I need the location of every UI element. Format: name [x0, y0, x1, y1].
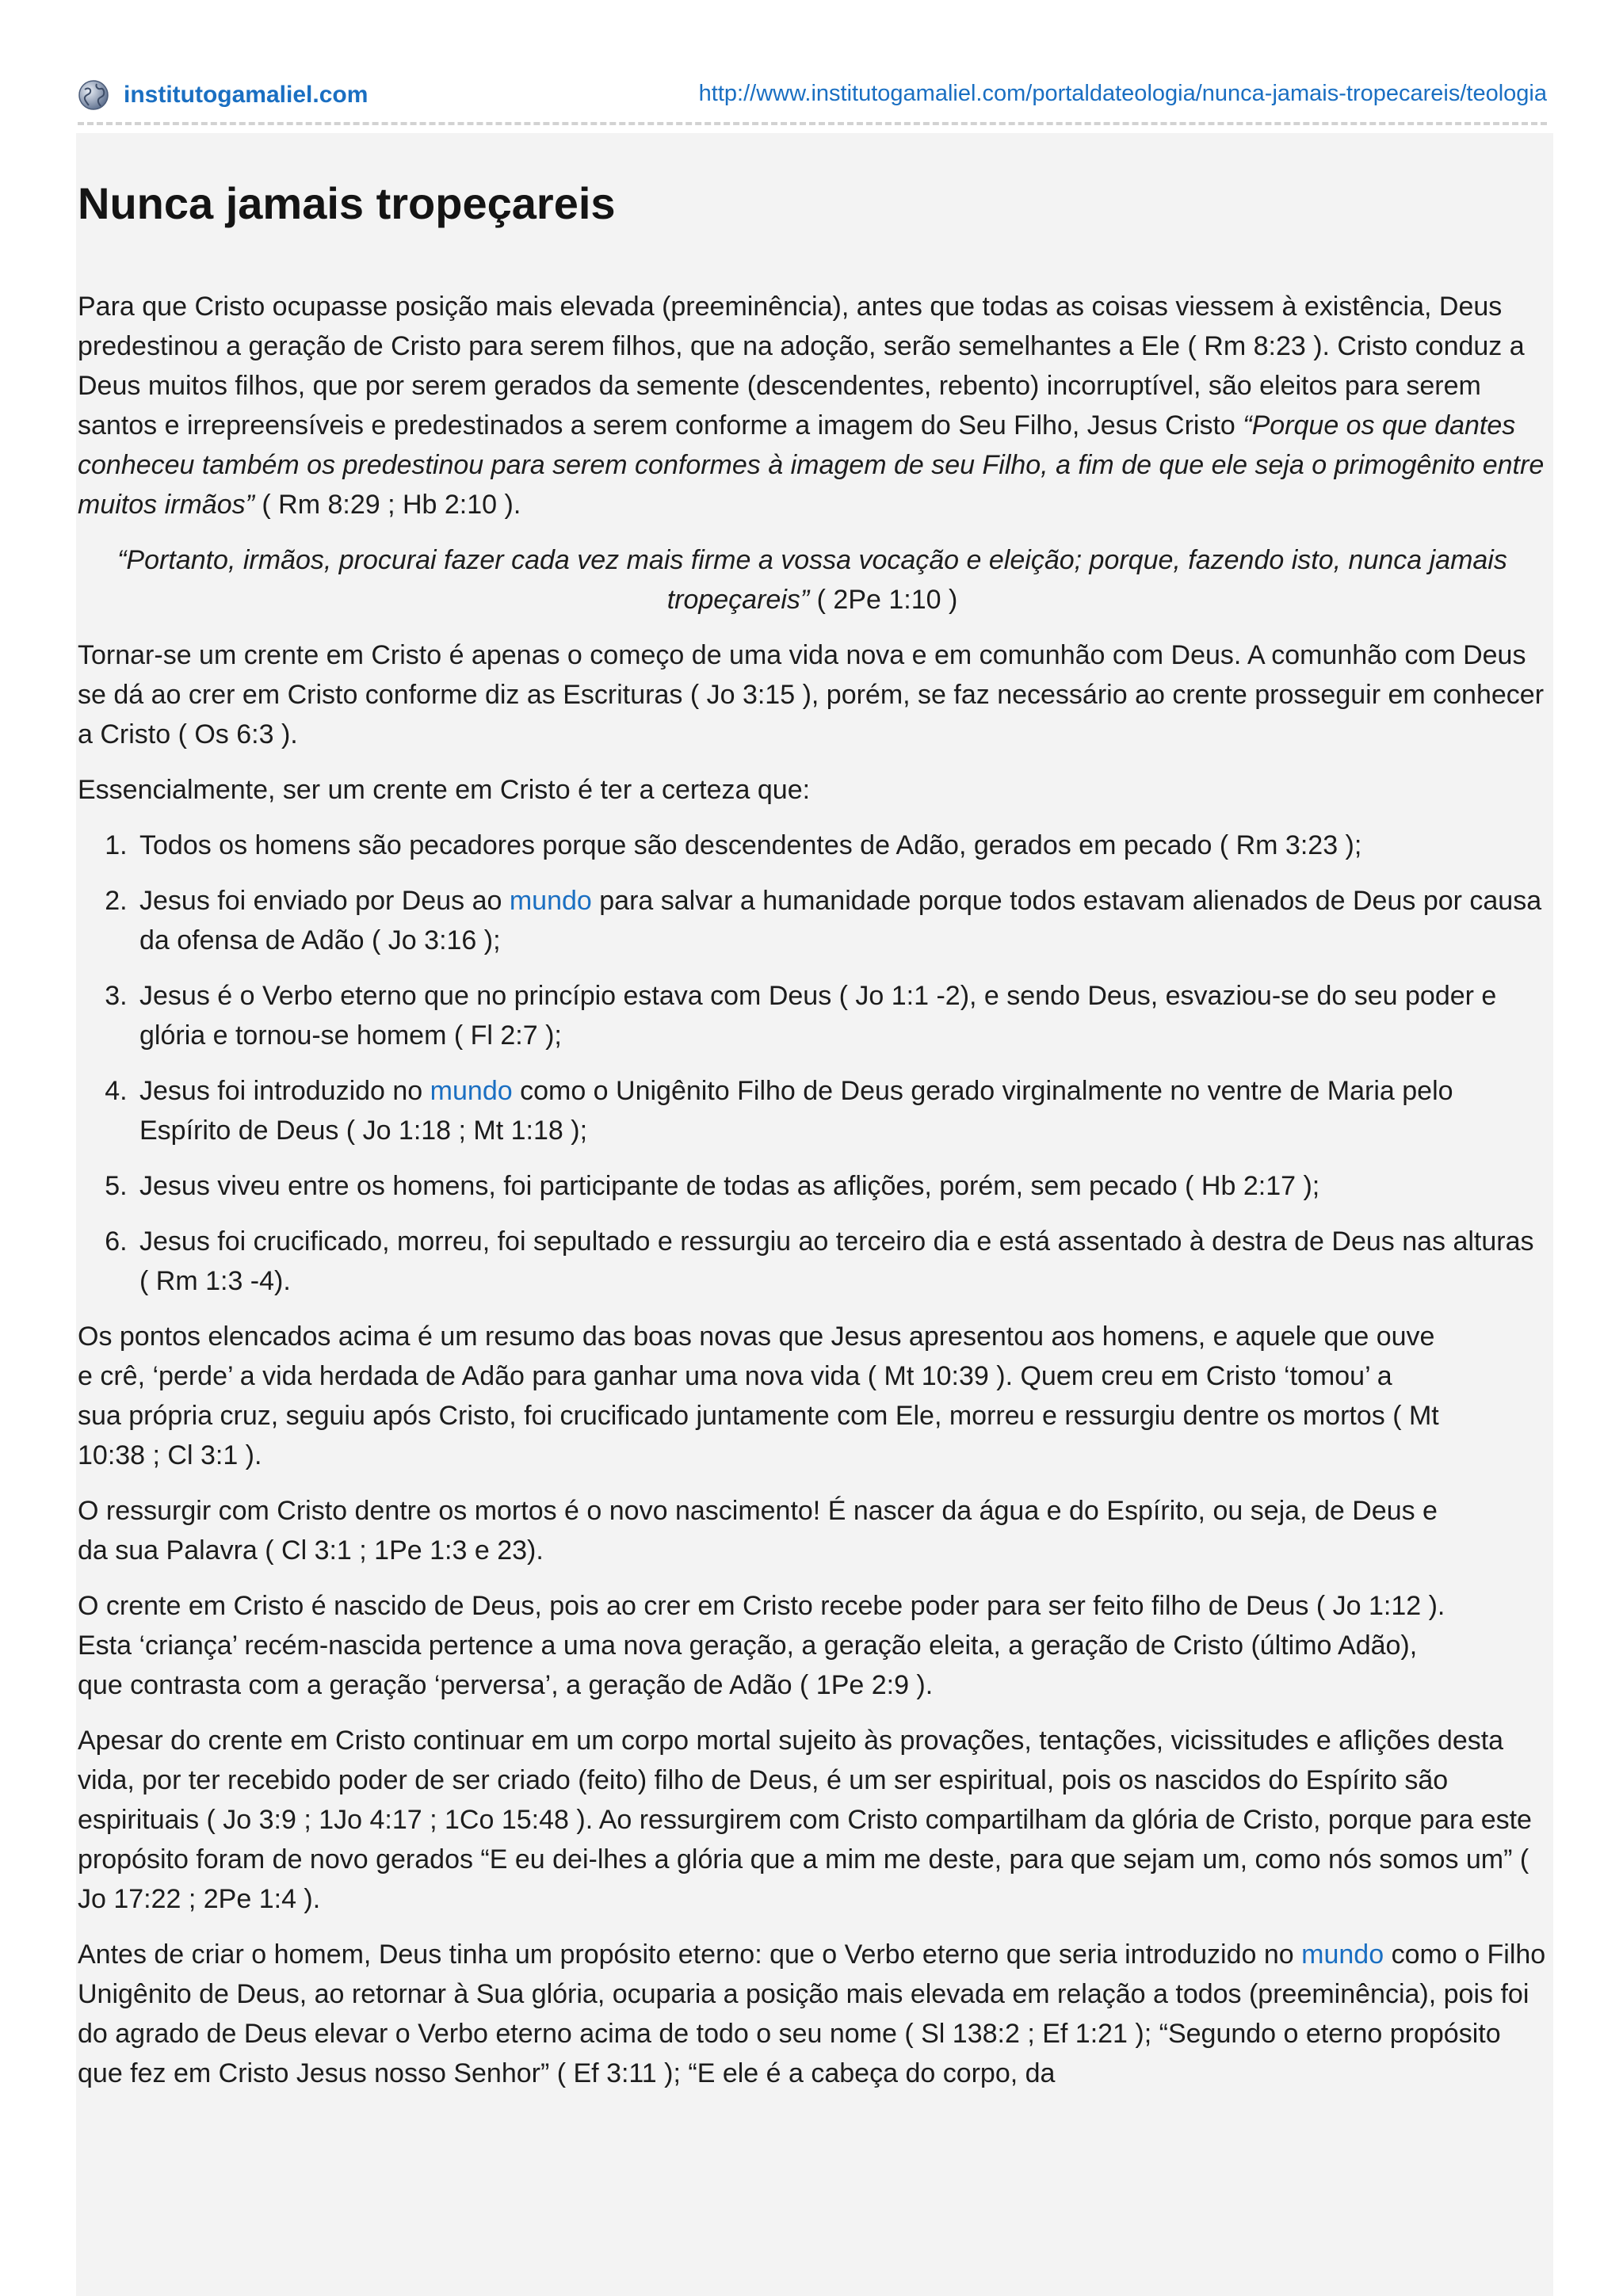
- list-item: [135, 1071, 1547, 1150]
- page-header: [78, 74, 1547, 116]
- mundo-link[interactable]: mundo: [509, 886, 592, 916]
- paragraph-6: [78, 1586, 1547, 1705]
- globe-icon: [78, 79, 109, 111]
- site-link[interactable]: [78, 79, 368, 111]
- paragraph-1: [78, 287, 1547, 524]
- block-quote-ref: ( 2Pe 1:10 ): [809, 585, 958, 615]
- paragraph-4-line: 10:38 ; Cl 3:1 ).: [78, 1440, 262, 1470]
- paragraph-4-line: sua própria cruz, seguiu após Cristo, foi crucificado juntamente com Ele, morreu e ressurgiu dentre os mortos ( Mt: [78, 1401, 1439, 1431]
- paragraph-5: [78, 1491, 1547, 1570]
- mundo-link[interactable]: mundo: [430, 1076, 513, 1106]
- paragraph-3: Essencialmente, ser um crente em Cristo é ter a certeza que:: [78, 775, 811, 805]
- paragraph-2: Tornar-se um crente em Cristo é apenas o começo de uma vida nova e em comunhão com Deus. A comunhão com Deus se dá ao crer em Cristo conforme diz as Escrituras ( Jo 3:15 ), porém, se faz necessário ao crente prosseguir em conhecer a Cristo ( Os 6:3 ).: [78, 640, 1545, 749]
- paragraph-8-text: Antes de criar o homem, Deus tinha um propósito eterno: que o Verbo eterno que seria introduzido no: [78, 1939, 1302, 1970]
- list-item-text: para salvar a humanidade porque todos estavam alienados de Deus por causa da ofensa de Adão ( Jo 3:16 );: [139, 886, 1542, 955]
- list-item: 6. Jesus foi crucificado, morreu, foi sepultado e ressurgiu ao terceiro dia e está assentado à destra de Deus nas alturas ( Rm 1:3 -4).: [135, 1222, 1547, 1301]
- belief-list: [78, 826, 1547, 1301]
- paragraph-8: [78, 1935, 1547, 2093]
- paragraph-5-line: O ressurgir com Cristo dentre os mortos é o novo nascimento! É nascer da água e do Espírito, ou seja, de Deus e: [78, 1496, 1438, 1526]
- list-item: 1. Todos os homens são pecadores porque são descendentes de Adão, gerados em pecado ( Rm 3:23 );: [135, 826, 1547, 865]
- paragraph-4: [78, 1317, 1547, 1475]
- paragraph-6-line: que contrasta com a geração ‘perversa’, a geração de Adão ( 1Pe 2:9 ).: [78, 1670, 934, 1700]
- site-name[interactable]: institutogamaliel.com: [124, 82, 369, 108]
- page-url[interactable]: http://www.institutogamaliel.com/portaldateologia/nunca-jamais-tropecareis/teologia: [698, 81, 1547, 106]
- paragraph-6-line: O crente em Cristo é nascido de Deus, pois ao crer em Cristo recebe poder para ser feito filho de Deus ( Jo 1:12 ).: [78, 1591, 1445, 1621]
- paragraph-4-line: e crê, ‘perde’ a vida herdada de Adão para ganhar uma nova vida ( Mt 10:39 ). Quem creu em Cristo ‘tomou’ a: [78, 1361, 1392, 1391]
- page-title: Nunca jamais tropeçareis: [78, 178, 616, 228]
- paragraph-4-line: Os pontos elencados acima é um resumo das boas novas que Jesus apresentou aos homens, e aquele que ouve: [78, 1322, 1435, 1352]
- paragraph-6-line: Esta ‘criança’ recém-nascida pertence a uma nova geração, a geração eleita, a geração de Cristo (último Adão),: [78, 1630, 1418, 1661]
- paragraph-1-quote: “Porque os que dantes conheceu também os predestinou para serem conformes à imagem de seu Filho, a fim de que ele seja o primogênito entre muitos irmãos”: [78, 410, 1545, 520]
- block-quote-text: “Portanto, irmãos, procurai fazer cada vez mais firme a vossa vocação e eleição; porque, fazendo isto, nunca jamais tropeçareis”: [117, 545, 1507, 615]
- paragraph-8-text: como o Filho Unigênito de Deus, ao retornar à Sua glória, ocuparia a posição mais elevada em relação a todos (preeminência), pois foi do agrado de Deus elevar o Verbo eterno acima de todo o seu nome ( Sl 138:2 ; Ef 1:21 ); “Segundo o eterno propósito que fez em Cristo Jesus nosso Senhor” ( Ef 3:11 ); “E ele é a cabeça do corpo, da: [78, 1939, 1546, 2088]
- mundo-link[interactable]: mundo: [1301, 1939, 1384, 1970]
- paragraph-1-ref: ( Rm 8:29 ; Hb 2:10 ).: [254, 490, 521, 520]
- list-item-text: Jesus foi enviado por Deus ao: [139, 886, 510, 916]
- header-divider: [78, 122, 1547, 125]
- paragraph-5-line: da sua Palavra ( Cl 3:1 ; 1Pe 1:3 e 23).: [78, 1535, 544, 1566]
- paragraph-1-text: Para que Cristo ocupasse posição mais elevada (preeminência), antes que todas as coisas viessem à existência, Deus predestinou a geração de Cristo para serem filhos, que na adoção, serão semelhantes a Ele ( Rm 8:23 ). Cristo conduz a Deus muitos filhos, que por serem gerados da semente (descendentes, rebento) incorruptível, são eleitos para serem santos e irrepreensíveis e predestinados a serem conforme a imagem do Seu Filho, Jesus Cristo: [78, 292, 1525, 441]
- paragraph-7: Apesar do crente em Cristo continuar em um corpo mortal sujeito às provações, tentações, vicissitudes e aflições desta vida, por ter recebido poder de ser criado (feito) filho de Deus, é um ser espiritual, pois os nascidos do Espírito são espirituais ( Jo 3:9 ; 1Jo 4:17 ; 1Co 15:48 ). Ao ressurgirem com Cristo compartilham da glória de Cristo, porque para este propósito foram de novo gerados “E eu dei-lhes a glória que a mim me deste, para que sejam um, como nós somos um” ( Jo 17:22 ; 2Pe 1:4 ).: [78, 1726, 1532, 1914]
- block-quote: [101, 540, 1523, 620]
- list-item: 5. Jesus viveu entre os homens, foi participante de todas as aflições, porém, sem pecado ( Hb 2:17 );: [135, 1166, 1547, 1206]
- list-item-text: Jesus foi introduzido no: [139, 1076, 430, 1106]
- list-item-text: como o Unigênito Filho de Deus gerado virginalmente no ventre de Maria pelo Espírito de Deus ( Jo 1:18 ; Mt 1:18 );: [139, 1076, 1453, 1146]
- list-item: [135, 881, 1547, 960]
- list-item: 3. Jesus é o Verbo eterno que no princípio estava com Deus ( Jo 1:1 -2), e sendo Deus, esvaziou-se do seu poder e glória e tornou-se homem ( Fl 2:7 );: [135, 976, 1547, 1055]
- article: [78, 176, 1547, 2109]
